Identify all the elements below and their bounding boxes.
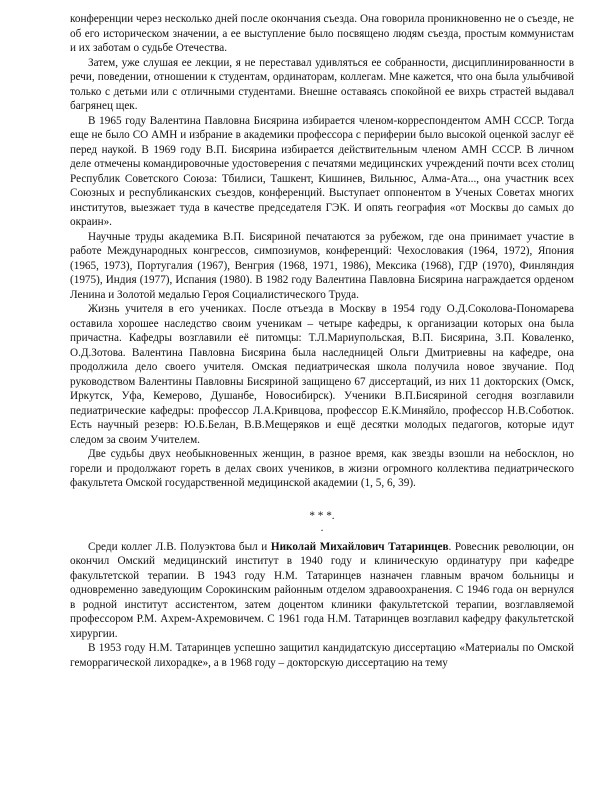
section-separator (70, 510, 574, 540)
paragraph-1: конференции через несколько дней после окончания съезда. Она говорила проникновенно не о съезде, не об его историческом значении, а ее выступление было посвящено людям съезда, простым коммунистам и их заботам о судьбе Отечества. (70, 13, 574, 54)
intro-text-start: Среди коллег Л.В. Полуэктова был и (88, 540, 271, 553)
paragraph-5: Жизнь учителя в его учениках. После отъезда в Москву в 1954 году О.Д.Соколова-Пономарева оставила хорошее наследство своим ученикам – четыре кафедры, к организации которых она была причастна. Кафедры возглавили её питомцы: Т.Л.Мариупольская, В.П. Бисярина, З.П. Коваленко, О.Д.Зотова. Валентина Павловна Бисярина была наследницей Ольги Дмитриевны на кафедре, она продолжила дело своего учителя. Омская педиатрическая школа получила новое звучание. Под руководством Валентины Павловны Бисяриной защищено 67 диссертаций, из них 11 докторских (Омск, Иркутск, Уфа, Кемерово, Душанбе, Новосибирск). Ученики В.П.Бисяриной сегодня возглавили педиатрические кафедры: профессор Л.А.Кривцова, профессор Е.К.Миняйло, профессор Н.В.Соботюк. Есть научный резерв: Ю.Б.Белан, В.В.Мещеряков и ещё десятки молодых педагогов, которые идут следом за своим Учителем. (70, 303, 574, 446)
separator-stars: * * *. (309, 509, 335, 522)
separator-dot: . (320, 521, 324, 534)
person-name: Николай Михайлович Татаринцев (270, 540, 449, 553)
intro-text-end: . Ровесник революции, он окончил Омский медицинский институт в 1940 году и клиническую ординатуру при кафедре факультетской терапии. В 1943 году Н.М. Татаринцев назначен главным врачом больницы и одновременно заведующим Сорокинским районным отделом здравоохранения. С 1946 года он вернулся в родной институт ассистентом, затем доцентом клиники факультетской терапии, возглавляемой профессором Р.М. Ахрем-Ахремовичем. С 1961 года Н.М. Татаринцев возглавил кафедру факультетской хирургии. (70, 540, 574, 640)
paragraph-4: Научные труды академика В.П. Бисяриной печатаются за рубежом, где она принимает участие в работе Международных конгрессов, симпозиумов, конференций: Чехословакия (1964, 1972), Япония (1965, 1973), Португалия (1967), Венгрия (1968, 1971, 1986), Мексика (1968), ГДР (1970), Финляндия (1975), Индия (1977), Испания (1980). В 1982 году Валентина Павловна Бисярина награждается орденом Ленина и Золотой медалью Героя Социалистического Труда. (70, 230, 574, 301)
paragraph-tatarintsev-intro (70, 540, 574, 642)
paragraph-2: Затем, уже слушая ее лекции, я не переставал удивляться ее собранности, дисциплинированности в речи, поведении, отношении к студентам, ординаторам, коллегам. Мне кажется, что она была улыбчивой только с детьми или с отличными студентами. Внешне оставаясь спокойной ее вихрь страстей выдавал багрянец щек. (70, 56, 574, 112)
paragraph-3: В 1965 году Валентина Павловна Бисярина избирается членом-корреспондентом АМН СССР. Тогда еще не было СО АМН и избрание в академики профессора с периферии было высокой оценкой заслуг её перед наукой. В 1969 году В.П. Бисярина избирается действительным членом АМН СССР. В личном деле отмечены командировочные удостоверения с печатями медицинских учреждений почти всех столиц Республик Советского Союза: Тбилиси, Ташкент, Кишинев, Вильнюс, Алма-Ата..., она участник всех Союзных и республиканских съездов, конференций. Выступает оппонентом в Ученых Советах многих институтов, выезжает туда в качестве председателя ГЭК. И опять география «от Москвы до самых до окраин». (70, 114, 574, 228)
page-body (70, 12, 574, 670)
paragraph-tatarintsev-dissertation: В 1953 году Н.М. Татаринцев успешно защитил кандидатскую диссертацию «Материалы по Омской геморрагической лихорадке», а в 1968 году – докторскую диссертацию на тему (70, 642, 574, 669)
paragraph-6: Две судьбы двух необыкновенных женщин, в разное время, как звезды взошли на небосклон, но горели и продолжают гореть в делах своих учеников, в жизни огромного коллектива педиатрического факультета Омской государственной медицинской академии (1, 5, 6, 39). (70, 448, 574, 489)
